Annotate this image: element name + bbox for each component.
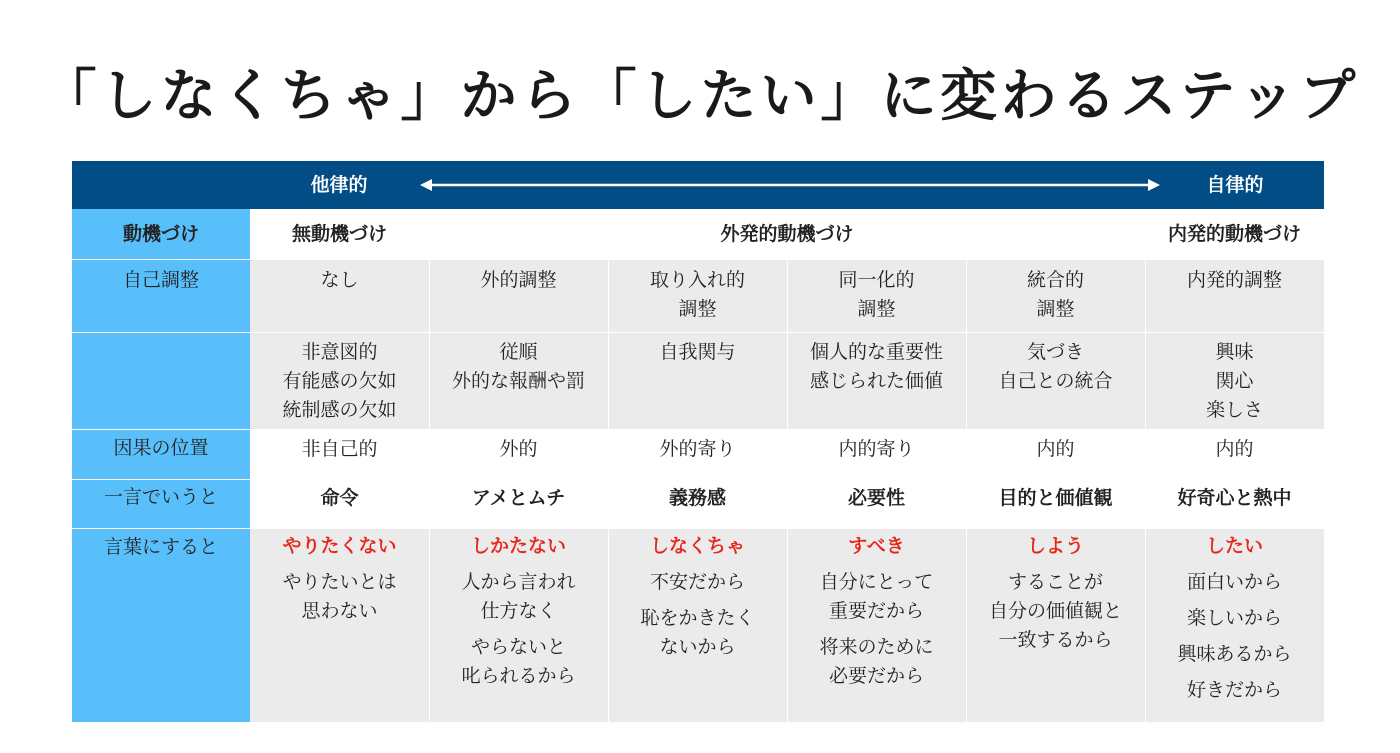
grid-divider	[72, 332, 1324, 333]
key-phrase: しなくちゃ	[649, 535, 745, 557]
regulation-detail	[1145, 334, 1324, 429]
text-line: 内発的調整	[1186, 269, 1282, 291]
spacer	[429, 626, 608, 633]
text-line: 興味あるから	[1177, 643, 1292, 665]
regulation-detail	[429, 334, 608, 429]
text-line: 外的な報酬や罰	[451, 370, 585, 392]
spacer	[608, 561, 787, 568]
key-phrase: すべき	[848, 535, 905, 557]
text-line: 自己との統合	[998, 370, 1113, 392]
grid-divider	[608, 259, 609, 722]
in-words-cell	[787, 528, 966, 722]
in-a-word-value: 目的と価値観	[998, 487, 1113, 509]
text-line: 自分にとって	[819, 571, 934, 593]
text-line: 調整	[1036, 298, 1075, 320]
key-phrase: しかたない	[470, 535, 566, 557]
double-arrow-icon	[420, 174, 1160, 196]
text-line: 将来のために	[819, 636, 934, 658]
text-line: 自我関与	[659, 341, 736, 363]
text-line: 統制感の欠如	[282, 399, 397, 421]
text-line: 一致するから	[998, 629, 1113, 651]
regulation-name	[608, 262, 787, 330]
grid-divider	[429, 259, 430, 722]
regulation-name	[966, 262, 1145, 330]
text-line: 外的調整	[480, 269, 557, 291]
motivation-amotivation: 無動機づけ	[291, 223, 387, 245]
spacer	[1145, 669, 1324, 676]
in-words-cell	[608, 528, 787, 722]
grid-divider	[72, 479, 1324, 480]
causality-value: 外的寄り	[659, 438, 736, 460]
autonomous-label: 自律的	[1206, 174, 1264, 196]
text-line: 楽しいから	[1186, 607, 1282, 629]
text-line: ないから	[659, 636, 736, 658]
grid-divider	[72, 259, 1324, 260]
in-words-cell	[250, 528, 429, 722]
regulation-name	[787, 262, 966, 330]
text-line: なし	[320, 269, 359, 291]
in-a-word-value: アメとムチ	[471, 487, 566, 509]
regulation-detail	[787, 334, 966, 429]
causality-value: 内的寄り	[838, 438, 915, 460]
motivation-intrinsic: 内発的動機づけ	[1167, 223, 1301, 245]
row-label-in-words: 言葉にすると	[103, 536, 218, 558]
text-line: 自分の価値観と	[988, 600, 1122, 622]
key-phrase: しよう	[1026, 535, 1084, 557]
spacer	[429, 561, 608, 568]
grid-divider	[72, 429, 1324, 430]
text-line: 同一化的	[838, 269, 915, 291]
grid-divider	[966, 259, 967, 722]
text-line: 個人的な重要性	[809, 341, 943, 363]
text-line: 興味	[1215, 341, 1254, 363]
in-words-cell	[429, 528, 608, 722]
motivation-extrinsic: 外発的動機づけ	[720, 223, 854, 245]
causality-value: 内的	[1036, 438, 1075, 460]
in-a-word-value: 必要性	[847, 487, 905, 509]
text-line: 恥をかきたく	[640, 607, 755, 629]
in-words-cell	[1145, 528, 1324, 722]
text-line: 有能感の欠如	[282, 370, 397, 392]
regulation-name	[1145, 262, 1324, 330]
regulation-detail	[966, 334, 1145, 429]
in-a-word-value: 命令	[320, 487, 359, 509]
text-line: 重要だから	[828, 600, 924, 622]
text-line: やらないと	[470, 636, 566, 658]
regulation-detail	[608, 334, 787, 429]
row-label-causality: 因果の位置	[113, 437, 209, 459]
spacer	[787, 561, 966, 568]
text-line: 仕方なく	[480, 600, 557, 622]
text-line: 取り入れ的	[649, 269, 745, 291]
text-line: 統合的	[1026, 269, 1084, 291]
spacer	[1145, 633, 1324, 640]
key-phrase: したい	[1205, 535, 1263, 557]
spacer	[966, 561, 1145, 568]
text-line: することが	[1007, 571, 1103, 593]
spacer	[1145, 597, 1324, 604]
in-words-cell	[966, 528, 1145, 722]
text-line: 調整	[857, 298, 896, 320]
causality-value: 外的	[499, 438, 538, 460]
text-line: やりたいとは	[282, 571, 397, 593]
text-line: 思わない	[301, 600, 378, 622]
text-line: 必要だから	[828, 665, 924, 687]
text-line: 非意図的	[301, 341, 378, 363]
text-line: 関心	[1215, 370, 1254, 392]
text-line: 不安だから	[649, 571, 745, 593]
in-a-word-value: 義務感	[668, 487, 726, 509]
autonomy-header-bar	[72, 161, 1324, 209]
text-line: 楽しさ	[1205, 399, 1263, 421]
grid-divider	[787, 259, 788, 722]
text-line: 面白いから	[1186, 571, 1282, 593]
text-line: 感じられた価値	[809, 370, 943, 392]
grid-divider	[72, 528, 1324, 529]
row-label-regulation: 自己調整	[122, 269, 199, 291]
spacer	[1145, 561, 1324, 568]
grid-divider	[1145, 259, 1146, 722]
spacer	[787, 626, 966, 633]
regulation-name	[429, 262, 608, 330]
spacer	[608, 597, 787, 604]
regulation-name	[250, 262, 429, 330]
causality-value: 非自己的	[301, 438, 378, 460]
row-label-motivation: 動機づけ	[122, 223, 199, 245]
key-phrase: やりたくない	[282, 535, 397, 557]
heteronomous-label: 他律的	[310, 174, 368, 196]
causality-value: 内的	[1215, 438, 1254, 460]
row-label-in-a-word: 一言でいうと	[103, 486, 218, 508]
text-line: 従順	[499, 341, 538, 363]
text-line: 人から言われ	[461, 571, 576, 593]
text-line: 気づき	[1026, 341, 1084, 363]
in-a-word-value: 好奇心と熱中	[1177, 487, 1292, 509]
page-title: 「しなくちゃ」から「したい」に変わるステップ	[40, 64, 1360, 129]
spacer	[250, 561, 429, 568]
text-line: 調整	[678, 298, 717, 320]
text-line: 叱られるから	[461, 665, 576, 687]
text-line: 好きだから	[1186, 679, 1282, 701]
regulation-detail	[250, 334, 429, 429]
